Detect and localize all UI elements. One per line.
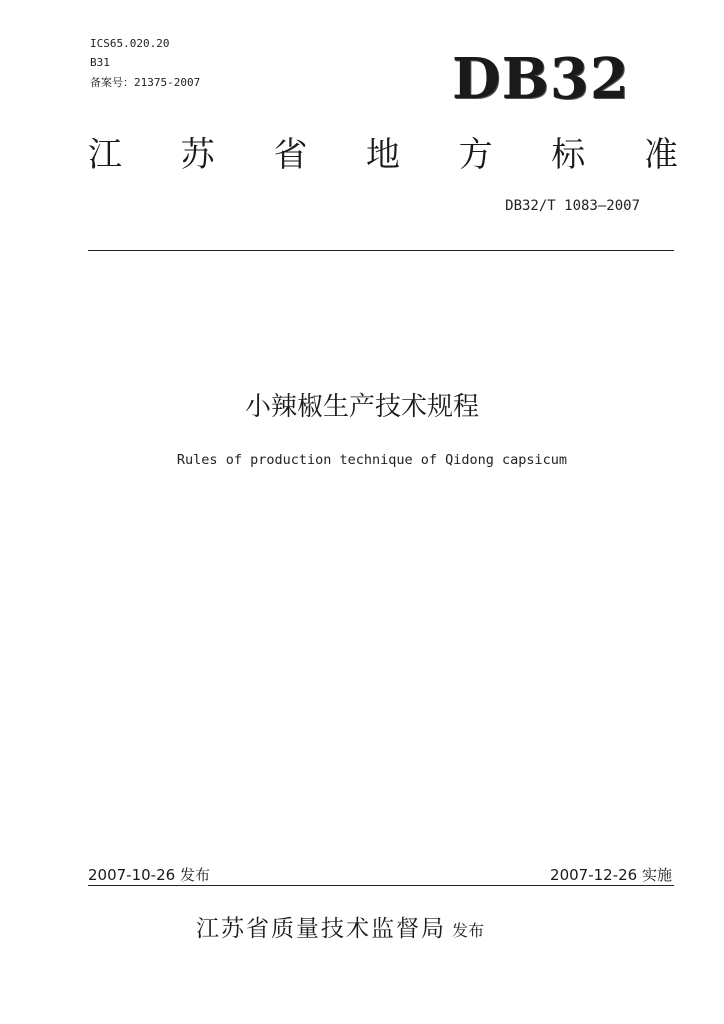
title-chinese: 小辣椒生产技术规程 — [244, 392, 479, 422]
issue-date: 2007-10-26 发布 — [88, 866, 210, 884]
publisher-suffix: 发布 — [452, 921, 485, 940]
standard-type-char: 准 — [643, 134, 678, 175]
standard-type-heading — [88, 128, 678, 174]
standard-type-char: 地 — [365, 134, 400, 175]
db32-logo: DB32 — [452, 46, 630, 112]
standard-number: DB32/T 1083—2007 — [505, 198, 640, 214]
ccs-code: B31 — [90, 56, 110, 69]
title-english: Rules of production technique of Qidong capsicum — [176, 452, 568, 468]
footer-divider — [88, 885, 674, 886]
standard-type-char: 标 — [551, 134, 586, 175]
header-divider — [88, 250, 674, 251]
implementation-date: 2007-12-26 实施 — [550, 866, 672, 884]
ics-code: ICS65.020.20 — [90, 37, 170, 50]
publisher — [196, 910, 484, 943]
publisher-organization: 江苏省质量技术监督局 — [196, 916, 446, 942]
standard-type-char: 省 — [273, 134, 308, 175]
standard-type-char: 方 — [458, 134, 493, 175]
standard-type-char: 苏 — [180, 134, 215, 175]
record-number: 备案号：21375-2007 — [90, 76, 201, 89]
standard-type-char: 江 — [88, 134, 122, 175]
